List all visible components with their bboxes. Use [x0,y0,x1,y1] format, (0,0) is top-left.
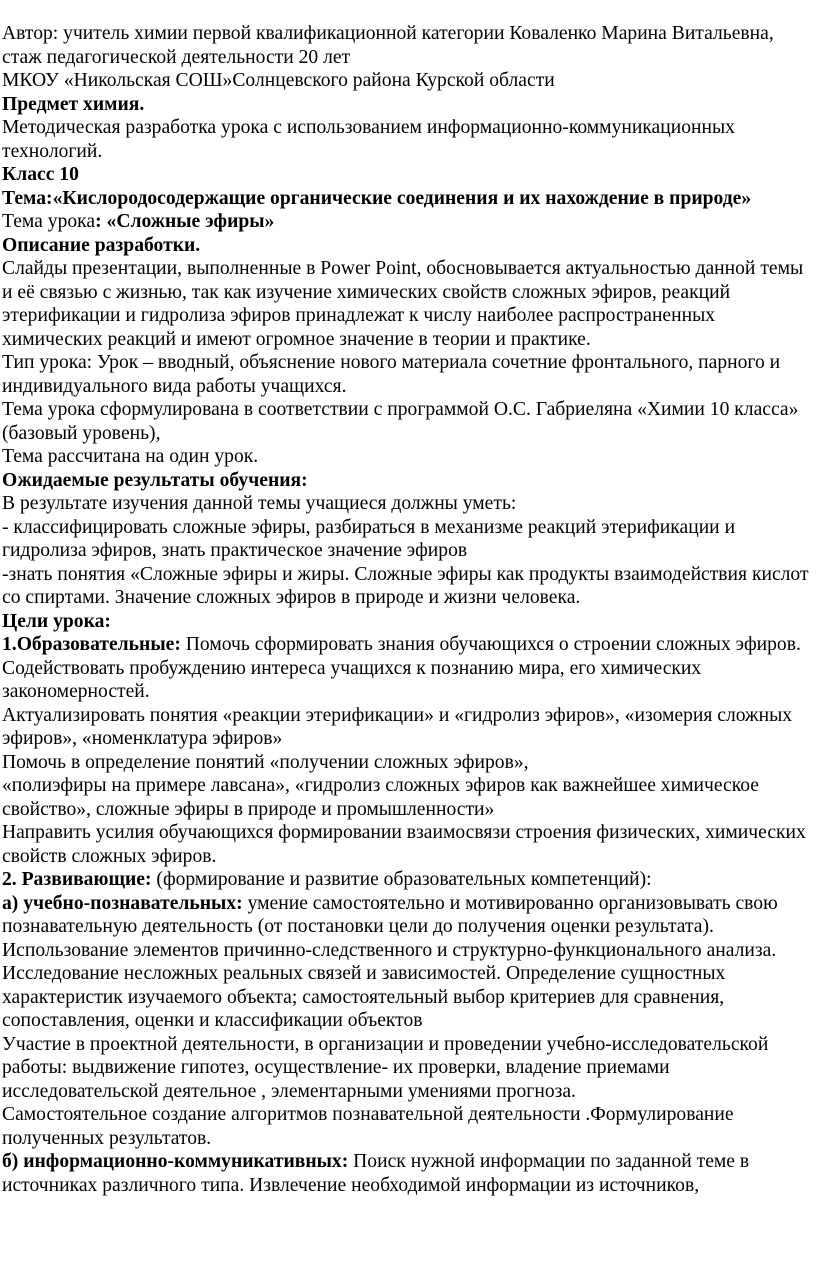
goal-paragraph: Помочь в определение понятий «получении сложных эфиров», [2,751,529,773]
goal-developing [2,868,816,892]
topic-line [2,187,816,211]
goal-communicative-label: б) информационно-коммуникативных: [2,1151,349,1172]
class-heading: Класс 10 [2,164,79,185]
program-paragraph: Тема урока сформулирована в соответствии с программой О.С. Габриеляна «Химии 10 класса» (базовый уровень), [2,399,799,444]
lesson-type-paragraph: Тип урока: Урок – вводный, объяснение нового материала сочетние фронтального, парного и индивидуального вида работы учащихся. [2,352,781,397]
school-line: МКОУ «Никольская СОШ»Солнцевского района Курской области [2,70,555,91]
goal-cognitive-label: а) учебно-познавательных: [2,892,243,914]
goal-communicative [2,1150,816,1197]
goal-educational [2,633,816,657]
description-paragraph: Слайды презентации, выполненные в Power Point, обосновывается актуальностью данной темы и её связью с жизнью, так как изучение химических свойств сложных эфиров, реакций этерификации и гидролиза эфиров принадлежат к числу наиболее распространенных химических реакций и имеют огромное значение в теории и практике. [2,258,804,350]
topic-label: Тема: [2,187,53,209]
goal-educational-text: Помочь сформировать знания обучающихся о строении сложных эфиров. [180,634,801,655]
goal-educational-label: 1.Образовательные: [2,634,181,655]
goal-cognitive-text: умение самостоятельно и мотивированно организовывать свою познавательную деятельность (от постановки цели до получения оценки результата). Использование элементов причинно-следственного и структурно-функционального анализа. Исследование несложных реальных связей и зависимостей. Определение сущностных характеристик изучаемого объекта; самостоятельный выбор критериев для сравнения, сопоставления, оценки и классификации объектов [2,892,778,1031]
description-heading: Описание разработки. [2,234,201,256]
goal-paragraph: Направить усилия обучающихся формировании взаимосвязи строения физических, химических свойств сложных эфиров. [2,822,806,867]
author-line: Автор: учитель химии первой квалификационной категории Коваленко Марина Витальевна, стаж педагогической деятельности 20 лет [2,23,774,68]
goal-paragraph: «полиэфиры на примере лавсана», «гидролиз сложных эфиров как важнейшее химическое свойство», сложные эфиры в природе и промышленности» [2,775,759,820]
outcomes-heading: Ожидаемые результаты обучения: [2,469,308,491]
goals-heading: Цели урока: [2,610,111,632]
goal-communicative-text: Поиск нужной информации по заданной теме в источниках различного типа. Извлечение необходимой информации из источников, [2,1151,750,1196]
outcomes-item: -знать понятия «Сложные эфиры и жиры. Сложные эфиры как продукты взаимодействия кислот со спиртами. Значение сложных эфиров в природе и жизни человека. [2,563,809,608]
lesson-topic-value: : «Сложные эфиры» [95,211,275,232]
goal-paragraph: Содействовать пробуждению интереса учащихся к познанию мира, его химических закономерностей. [2,657,702,702]
goal-developing-label: 2. Развивающие: [2,869,152,890]
lesson-topic-line [2,210,816,234]
duration-paragraph: Тема рассчитана на один урок. [2,446,259,467]
goal-developing-text: (формирование и развитие образовательных компетенций): [151,869,652,890]
goal-paragraph: Актуализировать понятия «реакции этерификации» и «гидролиз эфиров», «изомерия сложных эфиров», «номенклатура эфиров» [2,704,793,749]
goal-paragraph: Самостоятельное создание алгоритмов познавательной деятельности .Формулирование полученных результатов. [2,1104,734,1149]
goal-cognitive [2,892,816,1033]
subject-heading: Предмет химия. [2,93,145,115]
lesson-topic-label: Тема урока [2,211,96,232]
topic-value: «Кислородосодержащие органические соединения и их нахождение в природе» [52,187,752,209]
outcomes-item: - классифицировать сложные эфиры, разбираться в механизме реакций этерификации и гидролиза эфиров, знать практическое значение эфиров [2,516,736,561]
method-line: Методическая разработка урока с использованием информационно-коммуникационных технологий. [2,117,735,162]
goal-paragraph: Участие в проектной деятельности, в организации и проведении учебно-исследовательской работы: выдвижение гипотез, осуществление- их проверки, владение приемами исследовательской деятельное , элементарными умениями прогноза. [2,1033,769,1102]
outcomes-intro: В результате изучения данной темы учащиеся должны уметь: [2,493,517,514]
